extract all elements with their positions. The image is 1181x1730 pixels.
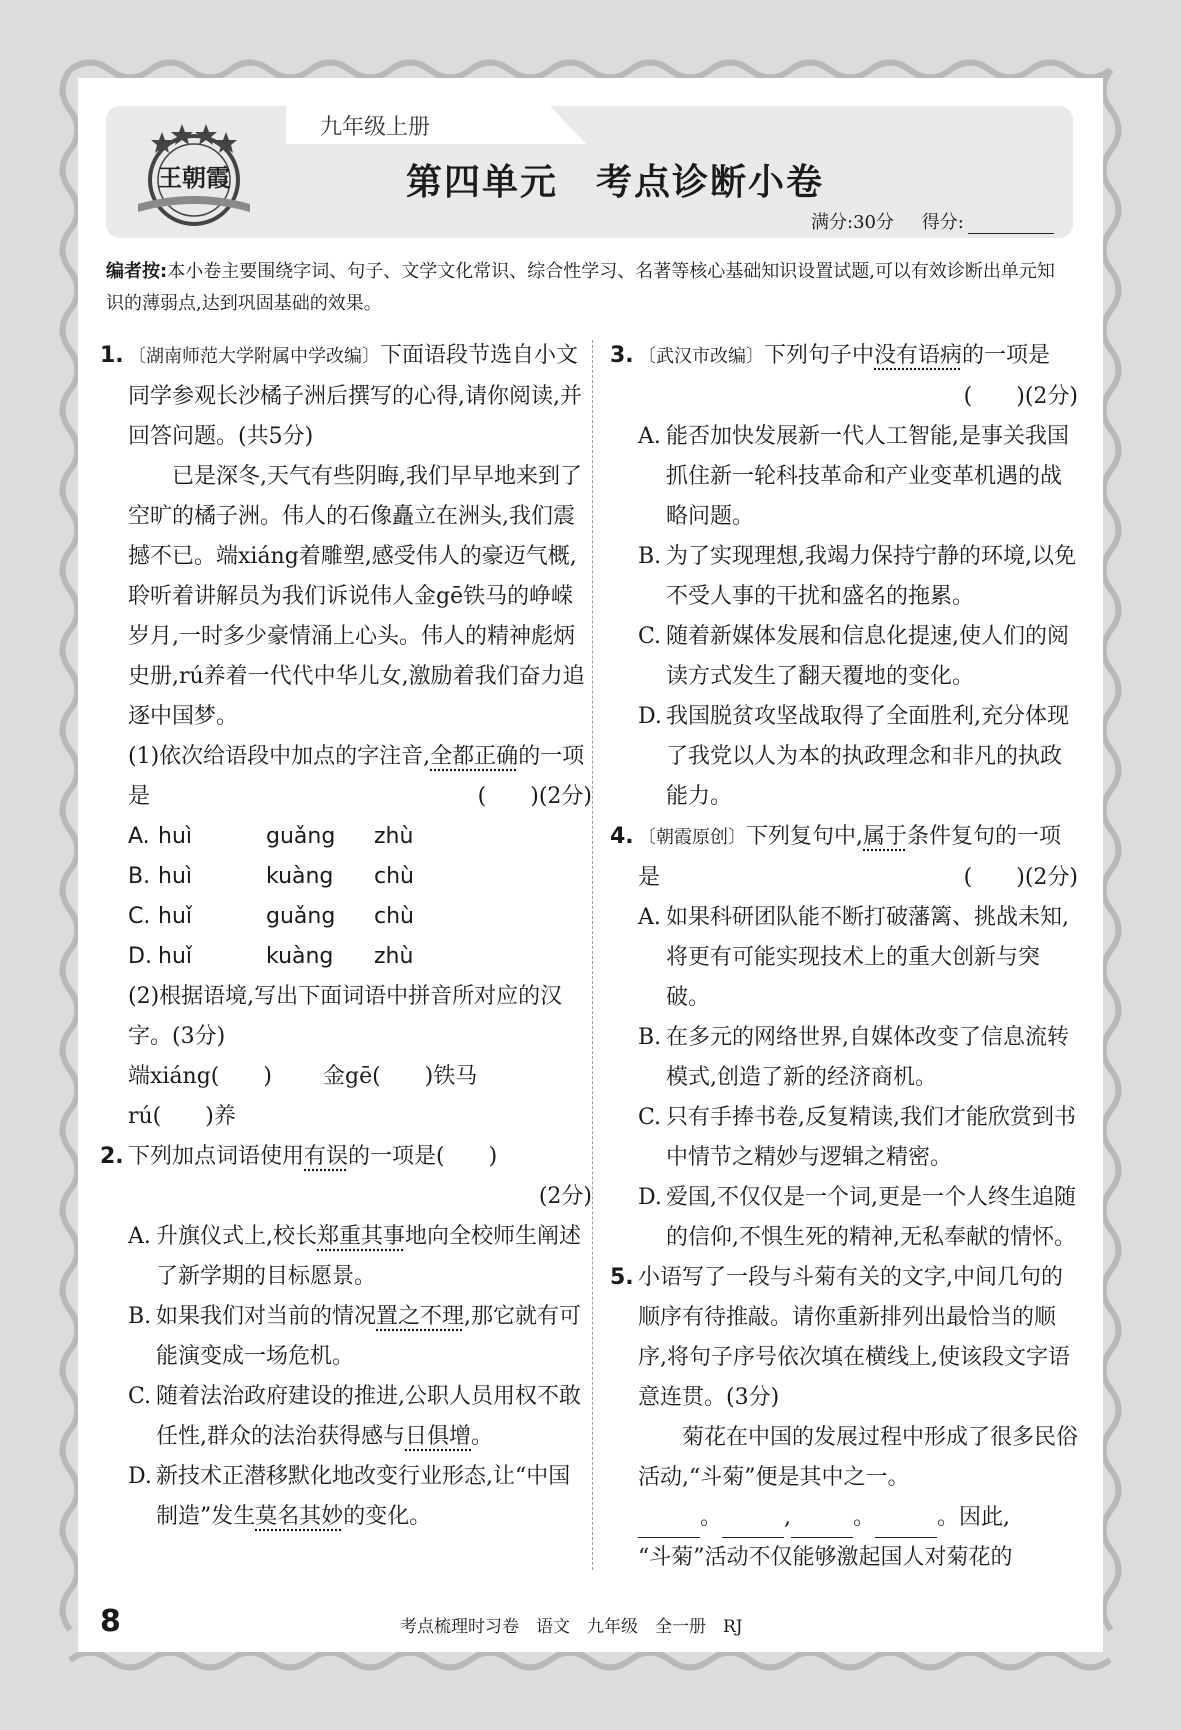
dotted-word: 日俱增 (405, 1424, 472, 1449)
footer-text: 考点梳理时习卷 语文 九年级 全一册 RJ (400, 1617, 743, 1637)
blank-line[interactable] (875, 1517, 937, 1538)
reading-passage: 已是深冬,天气有些阴晦,我们早早地来到了空旷的橘子洲。伟人的石像矗立在洲头,我们震撼不已。端xiáng着雕塑,感受伟人的豪迈气概,聆听着讲解员为我们诉说伟人金gē铁马的峥嵘岁月,一时多少豪情涌上心头。伟人的精神彪炳史册,rú养着一代代中华儿女,激励着我们奋力追逐中国梦。 (128, 464, 585, 729)
question-stem: 下列句子中 (764, 343, 875, 368)
question-stem: 小语写了一段与斗菊有关的文字,中间几句的顺序有待推敲。请你重新排列出最恰当的顺序,将句子序号依次填在横线上,使该段文字语意连贯。(3分) (638, 1265, 1070, 1410)
blank-line[interactable] (791, 1517, 853, 1538)
right-column (610, 336, 1078, 1578)
passage-text: 因此, (959, 1505, 1011, 1530)
emphasis-text: 属于 (863, 824, 908, 849)
question-number: 4. (610, 824, 634, 849)
pinyin-option-a[interactable]: A. huì guǎng zhù (128, 824, 414, 849)
editor-note-label: 编者按: (106, 261, 168, 282)
emphasis-text: 没有语病 (874, 343, 963, 368)
grade-label: 九年级上册 (320, 115, 431, 140)
editor-note (106, 256, 1066, 320)
page-title: 第四单元 考点诊断小卷 (406, 162, 825, 203)
blank-ge[interactable]: 金gē( )铁马 (322, 1064, 478, 1089)
score-label: 得分: (921, 212, 964, 233)
option-c[interactable]: C. 只有手捧书卷,反复精读,我们才能欣赏到书中情节之精妙与逻辑之精密。 (638, 1105, 1076, 1170)
left-column (100, 336, 592, 1537)
pinyin-option-c[interactable]: C. huǐ guǎng chù (128, 904, 414, 929)
score-info (811, 208, 1054, 234)
emphasis-text: 有误 (304, 1144, 349, 1169)
pinyin-option-b[interactable]: B. huì kuàng chù (128, 864, 414, 889)
question-stem: 下面语段节选自小文同学参观长沙橘子洲后撰写的心得,请你阅读,并回答问题。(共5分) (128, 343, 582, 449)
dotted-word: 置之不理 (376, 1304, 465, 1329)
full-score: 满分:30分 (811, 212, 894, 233)
reading-passage: 菊花在中国的发展过程中形成了很多民俗活动,“斗菊”便是其中之一。 (638, 1425, 1079, 1490)
header-banner (106, 106, 1073, 238)
dotted-word: 郑重其事 (317, 1224, 406, 1249)
option-b[interactable]: B. 如果我们对当前的情况置之不理,那它就有可能演变成一场危机。 (128, 1304, 582, 1369)
question-stem: 的一项是 (962, 343, 1051, 368)
question-5 (610, 1258, 1078, 1418)
answer-bracket[interactable]: ( )(2分) (963, 865, 1078, 890)
sub-question-1 (100, 737, 592, 817)
question-number: 3. (610, 343, 634, 368)
question-number: 1. (100, 343, 124, 368)
option-a[interactable]: A. 能否加快发展新一代人工智能,是事关我国抓住新一轮科技革命和产业变革机遇的战略问题。 (638, 424, 1069, 529)
sub-question-text: (1)依次给语段中加点的字注音, (128, 744, 431, 769)
dotted-word: 莫名其妙 (255, 1504, 344, 1529)
publisher-logo (124, 118, 264, 228)
answer-bracket[interactable]: ( )(2分) (477, 784, 592, 809)
question-stem: 下列复句中, (746, 824, 863, 849)
sub-question-text: 的一项是 (128, 744, 585, 809)
passage-continuation: “斗菊”活动不仅能够激起国人对菊花的 (638, 1545, 1013, 1570)
sub-question-2: (2)根据语境,写出下面词语中拼音所对应的汉字。(3分) (128, 984, 563, 1049)
answer-bracket[interactable]: ( )(2分) (963, 384, 1078, 409)
emphasis-text: 全都正确 (430, 744, 519, 769)
question-4 (610, 817, 1078, 898)
option-c[interactable]: C. 随着新媒体发展和信息化提速,使人们的阅读方式发生了翻天覆地的变化。 (638, 624, 1069, 689)
question-number: 2. (100, 1144, 124, 1169)
blank-ru[interactable]: rú( )养 (128, 1104, 236, 1129)
question-source: 〔武汉市改编〕 (638, 346, 764, 367)
column-divider (592, 340, 593, 1570)
question-source: 〔朝霞原创〕 (638, 827, 746, 848)
option-a[interactable]: A. 如果科研团队能不断打破藩篱、挑战未知,将更有可能实现技术上的重大创新与突破。 (638, 905, 1069, 1010)
question-stem: 下列加点词语使用 (128, 1144, 305, 1169)
page-number: 8 (100, 1604, 121, 1639)
option-a[interactable]: A. 升旗仪式上,校长郑重其事地向全校师生阐述了新学期的目标愿景。 (128, 1224, 582, 1289)
editor-note-text: 本小卷主要围绕字词、句子、文学文化常识、综合性学习、名著等核心基础知识设置试题,可以有效诊断出单元知识的薄弱点,达到巩固基础的效果。 (106, 261, 1055, 314)
option-d[interactable]: D. 新技术正潜移默化地改变行业形态,让“中国制造”发生莫名其妙的变化。 (128, 1464, 571, 1529)
blank-xiang[interactable]: 端xiáng( ) (128, 1064, 272, 1089)
option-b[interactable]: B. 在多元的网络世界,自媒体改变了信息流转模式,创造了新的经济商机。 (638, 1025, 1069, 1090)
blank-line[interactable] (722, 1517, 784, 1538)
question-2 (100, 1137, 592, 1177)
score-input-line[interactable] (968, 215, 1054, 234)
pinyin-option-d[interactable]: D. huǐ kuàng zhù (128, 944, 414, 969)
fill-blanks[interactable] (100, 1057, 592, 1097)
question-stem[interactable]: 的一项是( ) (348, 1144, 498, 1169)
question-number: 5. (610, 1265, 634, 1290)
option-b[interactable]: B. 为了实现理想,我竭力保持宁静的环境,以免不受人事的干扰和盛名的拖累。 (638, 544, 1076, 609)
blank-line[interactable] (638, 1517, 700, 1538)
question-mark: (2分) (538, 1184, 592, 1209)
logo-text: 王朝霞 (158, 163, 230, 192)
ordering-blanks[interactable]: 。 , 。 。因此, (610, 1498, 1078, 1538)
question-stem: 条件复句的一项是 (638, 824, 1062, 890)
option-c[interactable]: C. 随着法治政府建设的推进,公职人员用权不敢任性,群众的法治获得感与日俱增。 (128, 1384, 581, 1449)
exam-page (78, 78, 1103, 1652)
option-d[interactable]: D. 爱国,不仅仅是一个词,更是一个人终生追随的信仰,不惧生死的精神,无私奉献的情怀。 (638, 1185, 1076, 1250)
question-source: 〔湖南师范大学附属中学改编〕 (128, 346, 380, 367)
option-d[interactable]: D. 我国脱贫攻坚战取得了全面胜利,充分体现了我党以人为本的执政理念和非凡的执政能力。 (638, 704, 1069, 809)
question-1 (100, 336, 592, 457)
question-3 (610, 336, 1078, 417)
